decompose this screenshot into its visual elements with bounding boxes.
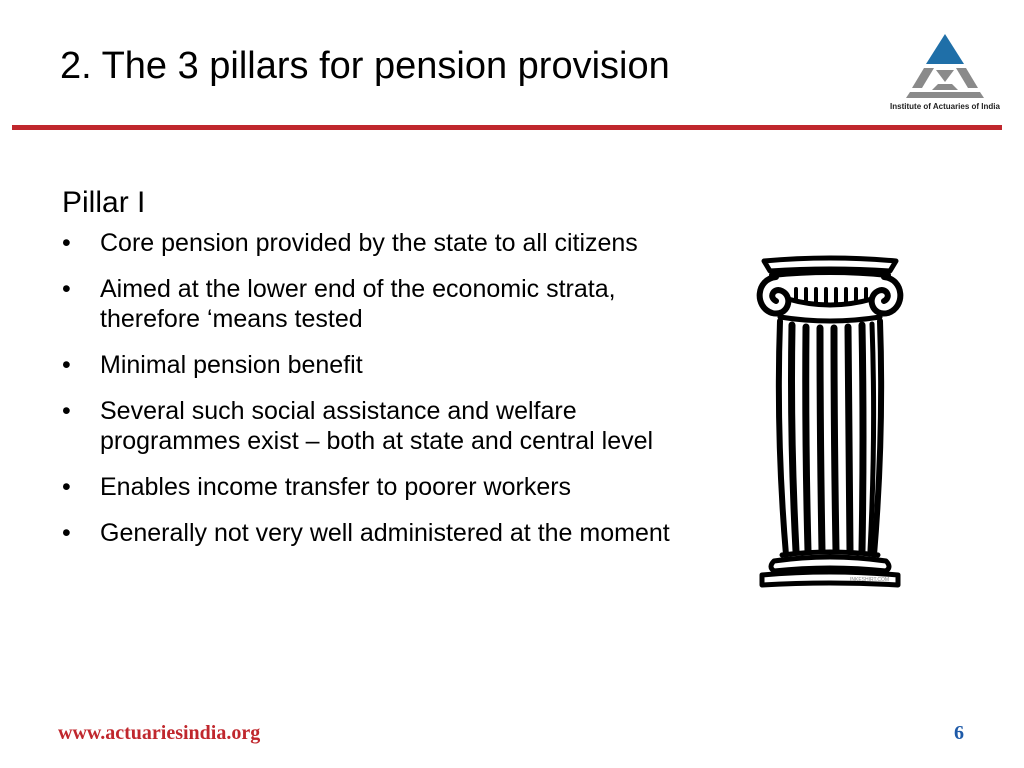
- bullet-item: [62, 472, 682, 502]
- logo-caption: Institute of Actuaries of India: [890, 102, 1000, 111]
- bullet-text: Enables income transfer to poorer workers: [100, 473, 572, 501]
- header-divider: [12, 125, 1002, 130]
- bullet-marker: •: [62, 473, 71, 501]
- footer-website-link[interactable]: www.actuariesindia.org: [58, 722, 261, 744]
- bullet-marker: •: [62, 275, 71, 303]
- bullet-item: [62, 396, 682, 456]
- bullet-text: Generally not very well administered at the moment: [100, 519, 670, 547]
- bullet-marker: •: [62, 351, 71, 379]
- bullet-item: [62, 274, 682, 334]
- bullet-marker: •: [62, 519, 71, 547]
- content-area: [62, 184, 682, 564]
- slide-title: 2. The 3 pillars for pension provision: [60, 45, 670, 87]
- pillar-illustration: [750, 255, 910, 590]
- page-number: 6: [954, 722, 964, 744]
- bullet-text: Aimed at the lower end of the economic strata, therefore ‘means tested: [100, 275, 616, 333]
- bullet-item: [62, 518, 682, 548]
- institute-logo: [880, 30, 1010, 116]
- bullet-list: [62, 228, 682, 548]
- actuaries-triangle-logo-icon: [880, 30, 1010, 102]
- bullet-marker: •: [62, 397, 71, 425]
- bullet-text: Minimal pension benefit: [100, 351, 363, 379]
- bullet-text: Several such social assistance and welfare programmes exist – both at state and central level: [100, 397, 654, 455]
- greek-ionic-column-icon: [750, 255, 910, 590]
- section-subtitle: Pillar I: [62, 186, 146, 219]
- bullet-item: [62, 228, 682, 258]
- illustration-credit: INKESHIRT.COM: [850, 577, 890, 583]
- bullet-marker: •: [62, 229, 71, 257]
- bullet-text: Core pension provided by the state to all citizens: [100, 229, 638, 257]
- bullet-item: [62, 350, 682, 380]
